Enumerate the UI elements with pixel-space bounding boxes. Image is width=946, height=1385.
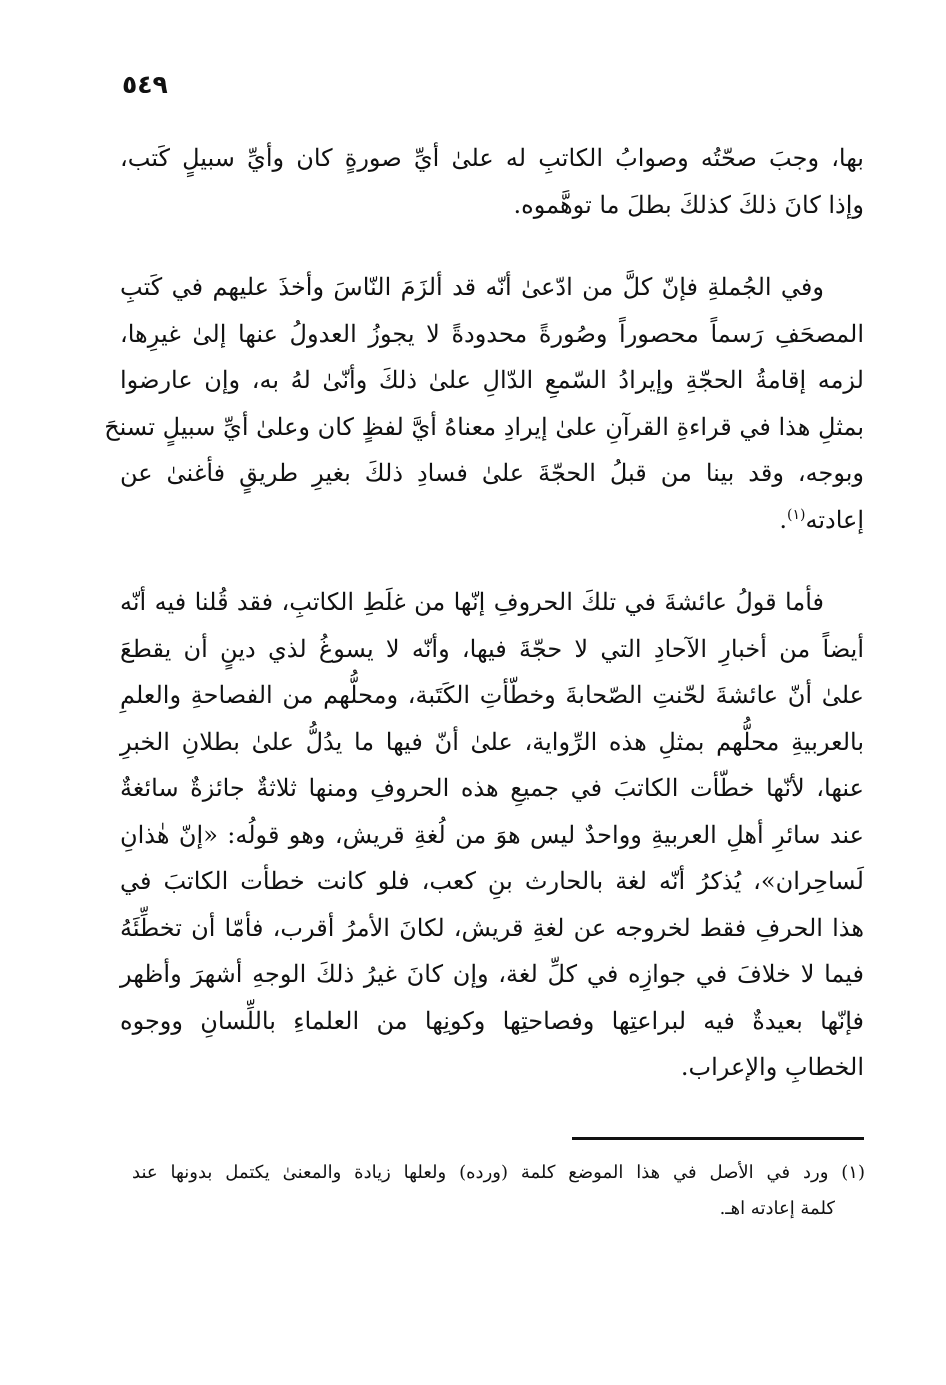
text-line: وبوجه، وقد بينا من قبلُ الحجّةَ علىٰ فسادِ ذلكَ بغيرِ طريقٍ فأغنىٰ عن bbox=[120, 459, 864, 487]
main-text bbox=[104, 135, 864, 1091]
text-line: بمثلِ هذا في قراءةِ القرآنِ علىٰ إيرادِ معناهُ أيَّ لفظٍ كان وعلىٰ أيِّ سبيلٍ تسنحَ bbox=[104, 412, 864, 441]
footnote-line: (١) ورد في الأصل في هذا الموضع كلمة (ورده) ولعلها زيادة والمعنىٰ يكتمل بدونها عند bbox=[132, 1162, 865, 1183]
footnote-line: كلمة إعادته اهـ. bbox=[719, 1198, 835, 1219]
text-line: أيضاً من أخبارِ الآحادِ التي لا حجّةَ فيها، وأنّه لا يسوغُ لذي دينٍ أن يقطعَ bbox=[120, 634, 864, 663]
text-line: الخطابِ والإعراب. bbox=[680, 1053, 864, 1081]
text-line: هذا الحرفِ فقط لخروجه عن لغةِ قريش، لكانَ الأمرُ أقرب، فأمّا أن تخطِّئَهُ bbox=[120, 913, 864, 942]
text-line-last bbox=[120, 497, 864, 544]
text-fragment: إعادته bbox=[805, 505, 864, 534]
text-line: بها، وجبَ صحّتُه وصوابُ الكاتبِ له علىٰ أيِّ صورةٍ كان وأيِّ سبيلٍ كَتب، bbox=[120, 144, 864, 172]
text-line: عند سائرِ أهلِ العربيةِ وواحدٌ ليس هوَ من لُغةِ قريش، وهو قولُه: «إنّ هٰذانِ bbox=[120, 820, 864, 849]
footnote-divider bbox=[572, 1137, 864, 1140]
footnote-reference: (١) bbox=[786, 506, 806, 523]
text-line: المصحَفِ رَسماً محصوراً وصُورةً محدودةً لا يجوزُ العدولُ عنها إلىٰ غيرِها، bbox=[120, 319, 864, 348]
text-line: وإذا كانَ ذلكَ كذلكَ بطلَ ما توهَّموه. bbox=[513, 190, 864, 219]
text-line: بالعربيةِ محلُّهم بمثلِ هذه الرِّواية، علىٰ أنّ فيها ما يدُلُّ علىٰ بطلانِ الخبرِ bbox=[120, 727, 864, 756]
text-line: فإنّها بعيدةٌ فيه لبراعتِها وفصاحتِها وكونِها من العلماءِ باللِّسانِ ووجوه bbox=[120, 1006, 864, 1035]
text-line: لَساحِران»، يُذكرُ أنّه لغة بالحارث بنِ كعب، فلو كانت خطأت الكاتبَ في bbox=[120, 867, 864, 895]
text-line: عنها، لأنّها خطّأت الكاتبَ في جميعِ هذه الحروفِ ومنها ثلاثةٌ جائزةٌ سائغةٌ bbox=[120, 774, 864, 802]
page-number: ٥٤٩ bbox=[122, 70, 168, 99]
text-line: فيما لا خلافَ في جوازِه في كلِّ لغة، وإن كانَ غيرُ ذلكَ الوجهِ أشهرَ وأظهر bbox=[120, 960, 864, 988]
text-line: لزمه إقامةُ الحجّةِ وإيرادُ السّمعِ الدّالِ علىٰ ذلكَ وأنّىٰ لهُ به، وإن عارضوا bbox=[120, 366, 864, 394]
text-line: علىٰ أنّ عائشةَ لحّنتِ الصّحابةَ وخطّأتِ الكَتَبة، ومحلُّهم من الفصاحةِ والعلمِ bbox=[120, 681, 864, 709]
footnote bbox=[132, 1155, 865, 1227]
sentence-end: . bbox=[779, 505, 787, 534]
paragraph-1 bbox=[120, 135, 864, 228]
paragraph-2 bbox=[104, 264, 864, 543]
paragraph-3 bbox=[120, 579, 864, 1091]
text-line: وفي الجُملةِ فإنّ كلَّ من ادّعىٰ أنّه قد ألزَمَ النّاسَ وأخذَ عليهم في كَتبِ bbox=[120, 273, 824, 301]
text-line: فأما قولُ عائشةَ في تلكَ الحروفِ إنّها من غلَطِ الكاتبِ، فقد قُلنا فيه أنّه bbox=[120, 588, 824, 616]
